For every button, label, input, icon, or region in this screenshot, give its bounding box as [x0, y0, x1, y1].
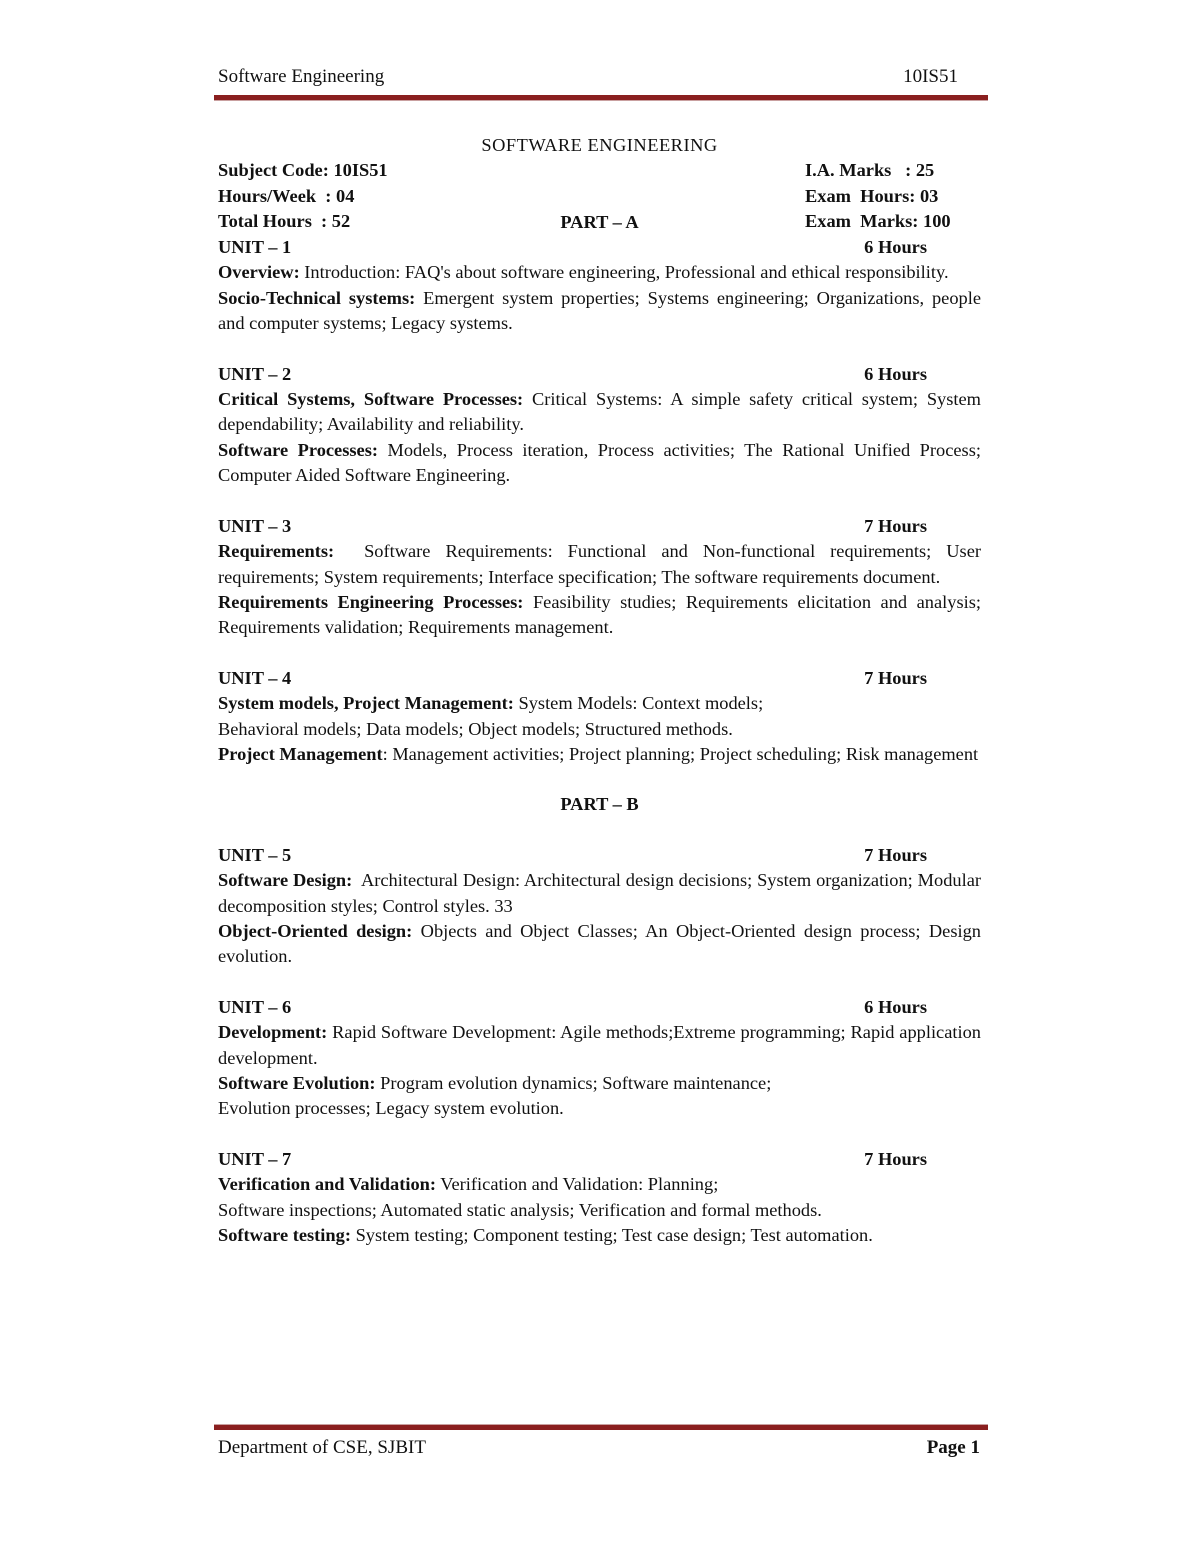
part-b-heading: PART – B	[560, 794, 639, 815]
topic-text: Program evolution dynamics; Software maintenance;	[375, 1073, 772, 1093]
page-header	[218, 66, 958, 94]
topic-text-continued: Software inspections; Automated static analysis; Verification and formal methods.	[218, 1199, 822, 1220]
meta-right	[805, 158, 981, 234]
unit-hours: 7 Hours	[864, 844, 927, 865]
unit-paragraph	[218, 539, 986, 590]
topic-heading: System models, Project Management:	[218, 693, 514, 714]
topic-text: : Management activities; Project planning; Project scheduling; Risk management	[382, 743, 979, 764]
unit-heading	[218, 843, 981, 868]
unit-title: UNIT – 2	[218, 363, 292, 384]
unit-paragraph	[218, 868, 986, 919]
topic-text: System Models: Context models;	[513, 693, 764, 714]
topic-text-continued: Evolution processes; Legacy system evolution.	[218, 1098, 564, 1119]
unit-paragraph	[218, 919, 981, 970]
topic-text: Feasibility studies; Requirements elicitation and analysis; Requirements validation; Requirements management.	[218, 591, 981, 638]
exam-marks: Exam Marks: 100	[805, 211, 951, 232]
footer-divider	[214, 1424, 988, 1430]
topic-text: Rapid Software Development: Agile methods;Extreme programming; Rapid application development.	[218, 1022, 981, 1068]
topic-text: Software Requirements: Functional and Non-functional requirements; User requirements; System requirements; Interface specification; The software requirements document.	[218, 541, 986, 587]
unit-paragraph	[218, 1172, 981, 1223]
subject-code: Subject Code: 10IS51	[218, 160, 388, 181]
unit-heading	[218, 362, 981, 387]
topic-text: Architectural Design: Architectural design decisions; System organization; Modular decomposition styles; Control styles. 33	[218, 870, 986, 916]
unit-paragraph	[218, 742, 981, 767]
meta-left	[218, 158, 518, 234]
topic-heading: Critical Systems, Software Processes:	[218, 389, 524, 410]
header-code: 10IS51	[903, 66, 958, 87]
topic-heading: Verification and Validation:	[218, 1174, 437, 1195]
topic-heading: Requirements Engineering Processes:	[218, 591, 524, 612]
total-hours: Total Hours : 52	[218, 211, 351, 232]
unit-paragraph	[218, 1020, 981, 1071]
unit-hours: 7 Hours	[864, 515, 927, 536]
syllabus-body	[218, 133, 986, 1248]
unit-title: UNIT – 6	[218, 996, 292, 1017]
page-footer	[218, 1437, 980, 1463]
topic-text: Emergent system properties; Systems engineering; Organizations, people and computer systems; Legacy systems.	[218, 287, 981, 334]
topic-text: Objects and Object Classes; An Object-Oriented design process; Design evolution.	[218, 920, 981, 967]
unit-heading	[218, 995, 981, 1020]
document-title: SOFTWARE ENGINEERING	[481, 135, 718, 155]
topic-heading: Software Evolution:	[218, 1073, 376, 1093]
topic-text: Introduction: FAQ's about software engineering, Professional and ethical responsibility.	[299, 262, 949, 283]
topic-text: Verification and Validation: Planning;	[436, 1174, 719, 1195]
unit-hours: 7 Hours	[864, 667, 927, 688]
unit-title: UNIT – 1	[218, 237, 292, 258]
footer-department: Department of CSE, SJBIT	[218, 1437, 426, 1458]
topic-text: System testing; Component testing; Test case design; Test automation.	[350, 1225, 873, 1246]
topic-heading: Software Processes:	[218, 439, 378, 460]
unit-heading	[218, 235, 981, 260]
unit-paragraph	[218, 691, 981, 742]
unit-title: UNIT – 3	[218, 515, 292, 536]
topic-heading: Object-Oriented design:	[218, 920, 413, 941]
unit-hours: 6 Hours	[864, 237, 927, 258]
unit-paragraph	[218, 1223, 981, 1248]
topic-heading: Project Management	[218, 743, 383, 764]
part-a-heading: PART – A	[560, 211, 639, 232]
header-divider	[214, 95, 988, 101]
unit-hours: 6 Hours	[864, 363, 927, 384]
unit-paragraph	[218, 1071, 981, 1122]
topic-heading: Socio-Technical systems:	[218, 287, 416, 308]
unit-paragraph	[218, 387, 981, 438]
unit-paragraph	[218, 590, 981, 641]
unit-title: UNIT – 5	[218, 844, 292, 865]
topic-heading: Requirements:	[218, 541, 335, 562]
ia-marks: I.A. Marks : 25	[805, 160, 935, 181]
unit-paragraph	[218, 286, 981, 337]
topic-heading: Software Design:	[218, 870, 353, 891]
unit-title: UNIT – 4	[218, 667, 292, 688]
page-number: Page 1	[926, 1437, 980, 1458]
unit-heading	[218, 1147, 981, 1172]
exam-hours: Exam Hours: 03	[805, 185, 939, 206]
unit-heading	[218, 514, 981, 539]
unit-title: UNIT – 7	[218, 1148, 292, 1169]
topic-heading: Development:	[218, 1022, 328, 1043]
unit-paragraph	[218, 438, 981, 489]
unit-hours: 7 Hours	[864, 1148, 927, 1169]
hours-per-week: Hours/Week : 04	[218, 185, 355, 206]
unit-paragraph	[218, 260, 981, 285]
topic-text: Critical Systems: A simple safety critical system; System dependability; Availability and reliability.	[218, 389, 981, 435]
topic-text-continued: Behavioral models; Data models; Object models; Structured methods.	[218, 718, 733, 739]
header-subject: Software Engineering	[218, 66, 385, 87]
unit-heading	[218, 666, 981, 691]
unit-hours: 6 Hours	[864, 996, 927, 1017]
topic-heading: Overview:	[218, 262, 300, 283]
topic-heading: Software testing:	[218, 1225, 351, 1246]
topic-text: Models, Process iteration, Process activities; The Rational Unified Process; Computer Aided Software Engineering.	[218, 439, 981, 486]
